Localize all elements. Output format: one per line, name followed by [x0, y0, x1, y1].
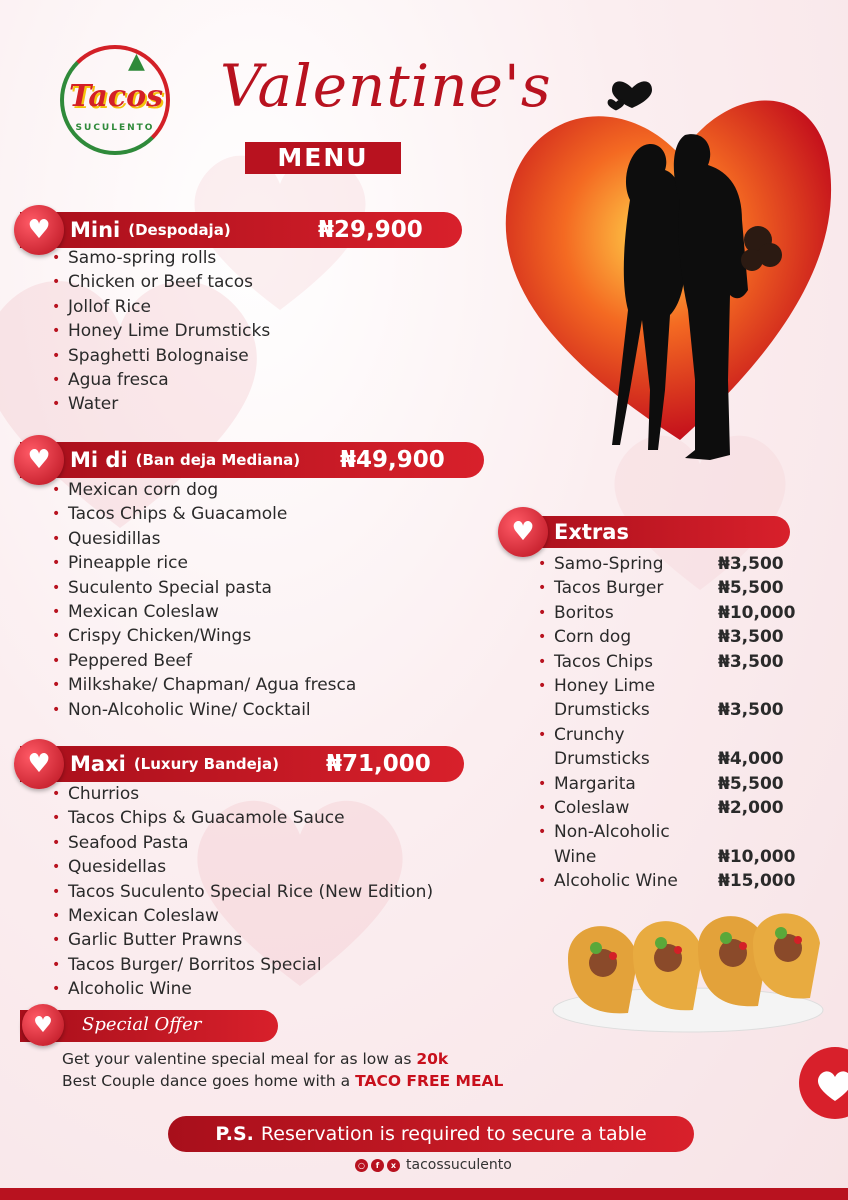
- extras-row: • Tacos Burger ₦5,500: [538, 576, 808, 600]
- list-item: • Quesidellas: [52, 855, 433, 879]
- corner-heart-decoration: [795, 1045, 848, 1120]
- ps-text: Reservation is required to secure a table: [260, 1123, 647, 1145]
- extras-row: • Crunchy: [538, 723, 808, 747]
- list-item: • Mexican Coleslaw: [52, 904, 433, 928]
- section-subtitle: (Ban deja Mediana): [135, 451, 301, 469]
- list-item: • Garlic Butter Prawns: [52, 928, 433, 952]
- section-name: Mi di: [70, 448, 128, 472]
- midi-item-list: [52, 478, 356, 722]
- tacos-plate-illustration: [548, 898, 828, 1038]
- list-item: • Peppered Beef: [52, 649, 356, 673]
- social-handle-text: tacossuculento: [406, 1157, 512, 1173]
- list-item: • Water: [52, 392, 270, 416]
- list-item: • Seafood Pasta: [52, 831, 433, 855]
- section-price: ₦49,900: [340, 447, 445, 473]
- list-item: • Tacos Suculento Special Rice (New Edition): [52, 880, 433, 904]
- extras-row: • Non-Alcoholic: [538, 820, 808, 844]
- maxi-item-list: [52, 782, 433, 1002]
- extras-row: • Margarita ₦5,500: [538, 772, 808, 796]
- extras-row: Wine ₦10,000: [554, 846, 796, 867]
- section-header-midi: [20, 442, 484, 478]
- heart-icon: ♥: [498, 507, 548, 557]
- ps-label: P.S.: [215, 1123, 254, 1145]
- list-item: • Tacos Chips & Guacamole Sauce: [52, 806, 433, 830]
- instagram-icon: ○: [355, 1159, 368, 1172]
- extras-row: • Samo-Spring ₦3,500: [538, 552, 808, 576]
- extras-row: Drumsticks ₦4,000: [554, 749, 784, 770]
- heart-icon: ♥: [22, 1004, 64, 1046]
- list-item: • Samo-spring rolls: [52, 246, 270, 270]
- section-name: Maxi: [70, 752, 126, 776]
- section-price: ₦71,000: [326, 751, 431, 777]
- page-title-menu: MENU: [245, 142, 401, 174]
- heart-icon: ♥: [14, 205, 64, 255]
- social-handle: [355, 1157, 512, 1173]
- list-item: • Suculento Special pasta: [52, 576, 356, 600]
- section-name: Extras: [554, 520, 629, 544]
- tacos-suculento-logo: ▲ Tacos SUCULENTO: [60, 45, 170, 155]
- offer-line-2: Best Couple dance goes home with a TACO FREE MEAL: [62, 1072, 504, 1090]
- list-item: • Pineapple rice: [52, 551, 356, 575]
- section-name: Mini: [70, 218, 121, 242]
- offer-highlight: 20k: [416, 1050, 449, 1068]
- extras-row: • Corn dog ₦3,500: [538, 625, 808, 649]
- couple-silhouette-illustration: [480, 60, 840, 470]
- list-item: • Tacos Burger/ Borritos Special: [52, 953, 433, 977]
- list-item: • Crispy Chicken/Wings: [52, 624, 356, 648]
- section-price: ₦29,900: [318, 217, 423, 243]
- extras-row: • Tacos Chips ₦3,500: [538, 650, 808, 674]
- facebook-icon: f: [371, 1159, 384, 1172]
- section-subtitle: (Luxury Bandeja): [133, 755, 279, 773]
- list-item: • Honey Lime Drumsticks: [52, 319, 270, 343]
- offer-highlight: TACO FREE MEAL: [355, 1072, 504, 1090]
- list-item: • Milkshake/ Chapman/ Agua fresca: [52, 673, 356, 697]
- mini-item-list: [52, 246, 270, 417]
- offer-line-1: Get your valentine special meal for as low as 20k: [62, 1050, 449, 1068]
- section-subtitle: (Despodaja): [128, 221, 231, 239]
- list-item: • Tacos Chips & Guacamole: [52, 502, 356, 526]
- list-item: • Spaghetti Bolognaise: [52, 344, 270, 368]
- extras-row: • Coleslaw ₦2,000: [538, 796, 808, 820]
- section-header-maxi: [20, 746, 464, 782]
- list-item: • Churrios: [52, 782, 433, 806]
- heart-icon: ♥: [14, 739, 64, 789]
- bottom-bar: [0, 1188, 848, 1200]
- list-item: • Alcoholic Wine: [52, 977, 433, 1001]
- section-header-mini: [20, 212, 462, 248]
- page-title-script: Valentine's: [220, 52, 552, 120]
- x-icon: x: [387, 1159, 400, 1172]
- extras-row: Drumsticks ₦3,500: [554, 700, 784, 721]
- list-item: • Quesidillas: [52, 527, 356, 551]
- extras-row: • Boritos ₦10,000: [538, 601, 808, 625]
- special-offer-title: Special Offer: [82, 1014, 202, 1035]
- list-item: • Mexican corn dog: [52, 478, 356, 502]
- extras-row: • Alcoholic Wine ₦15,000: [538, 869, 808, 893]
- list-item: • Non-Alcoholic Wine/ Cocktail: [52, 698, 356, 722]
- extras-list: [538, 552, 808, 894]
- list-item: • Chicken or Beef tacos: [52, 270, 270, 294]
- list-item: • Agua fresca: [52, 368, 270, 392]
- extras-row: • Honey Lime: [538, 674, 808, 698]
- list-item: • Jollof Rice: [52, 295, 270, 319]
- reservation-notice: [168, 1116, 694, 1152]
- list-item: • Mexican Coleslaw: [52, 600, 356, 624]
- heart-icon: ♥: [14, 435, 64, 485]
- sombrero-icon: ▲: [128, 49, 145, 74]
